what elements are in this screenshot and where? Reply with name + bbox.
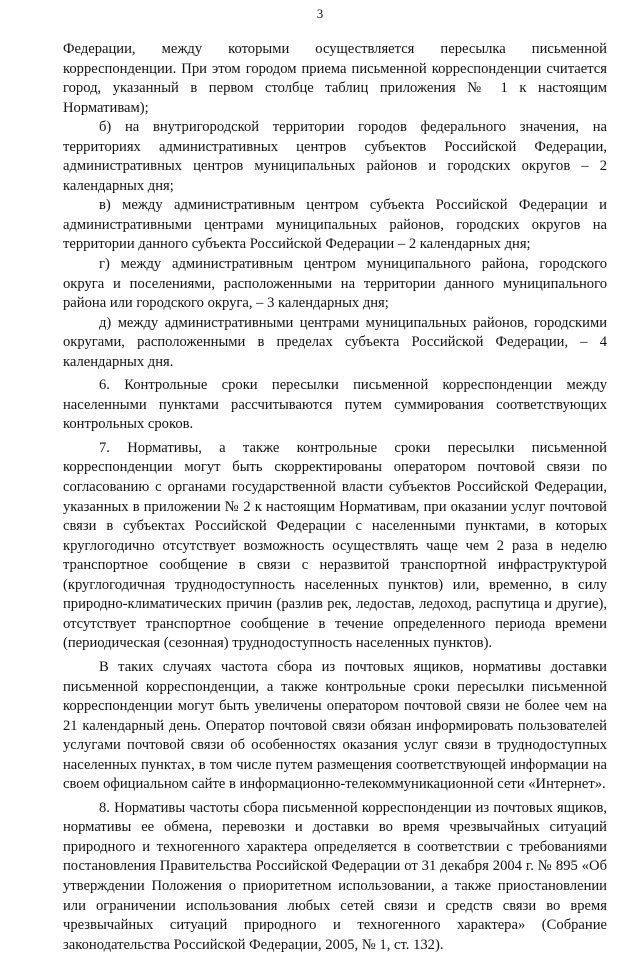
document-body [63, 40, 607, 955]
paragraph-item-d: д) между административными центрами муниципальных районов, городскими округами, расположенными в пределах субъекта Российской Федерации, – 4 календарных дня. [63, 314, 607, 370]
paragraph-section-6: 6. Контрольные сроки пересылки письменной корреспонденции между населенными пунктами рассчитываются путем суммирования соответствующих контрольных сроков. [63, 377, 607, 433]
paragraph-section-7: 7. Нормативы, а также контрольные сроки пересылки письменной корреспонденции могут быть скорректированы оператором почтовой связи по согласованию с органами государственной власти субъектов Российской Федерации, указанных в приложении № 2 к настоящим Нормативам, при оказании услуг почтовой связи в субъектах Российской Федерации с населенными пунктами, в которых круглогодично отсутствует возможность осуществлять чаще чем 2 раза в неделю транспортное сообщение в связи с неразвитой транспортной инфраструктурой (круглогодичная труднодоступность населенных пунктов) или, временно, в силу природно-климатических причин (разлив рек, ледостав, ледоход, распутица и другие), отсутствует транспортное сообщение в течение определенного периода времени (периодическая (сезонная) труднодоступность населенных пунктов). [63, 439, 607, 652]
paragraph-item-g: г) между административным центром муниципального района, городского округа и поселениями, расположенными на территории данного муниципального района или городского округа, – 3 календарных дня; [63, 256, 607, 312]
paragraph-section-8: 8. Нормативы частоты сбора письменной корреспонденции из почтовых ящиков, нормативы ее обмена, перевозки и доставки во время чрезвычайных ситуаций природного и техногенного характера определяется в соответствии с требованиями постановления Правительства Российской Федерации от 31 декабря 2004 г. № 895 «Об утверждении Положения о приоритетном использовании, а также приостановлении или ограничении использования любых сетей связи и средств связи во время чрезвычайных ситуаций природного и техногенного характера» (Собрание законодательства Российской Федерации, 2005, № 1, ст. 132). [63, 799, 607, 953]
page-number: 3 [316, 6, 324, 21]
paragraph-section-7-continued: В таких случаях частота сбора из почтовых ящиков, нормативы доставки письменной корреспонденции, а также контрольные сроки пересылки письменной корреспонденции могут быть увеличены оператором почтовой связи не более чем на 21 календарный день. Оператор почтовой связи обязан информировать пользователей услугами почтовой связи об особенностях оказания услуг связи в труднодоступных населенных пунктах, в том числе путем размещения соответствующей информации на своем официальном сайте в информационно-телекоммуникационной сети «Интернет». [63, 658, 607, 793]
paragraph-item-b: б) на внутригородской территории городов федерального значения, на территориях административных центров субъектов Российской Федерации, административных центров муниципальных районов и городских округов – 2 календарных дня; [63, 119, 607, 194]
paragraph-item-v: в) между административным центром субъекта Российской Федерации и административными центрами муниципальных районов, городских округов на территории данного субъекта Российской Федерации – 2 календарных дня; [63, 197, 607, 253]
paragraph-continuation: Федерации, между которыми осуществляется пересылка письменной корреспонденции. При этом городом приема письменной корреспонденции считается город, указанный в первом столбце таблиц приложения № 1 к настоящим Нормативам); [63, 41, 607, 116]
